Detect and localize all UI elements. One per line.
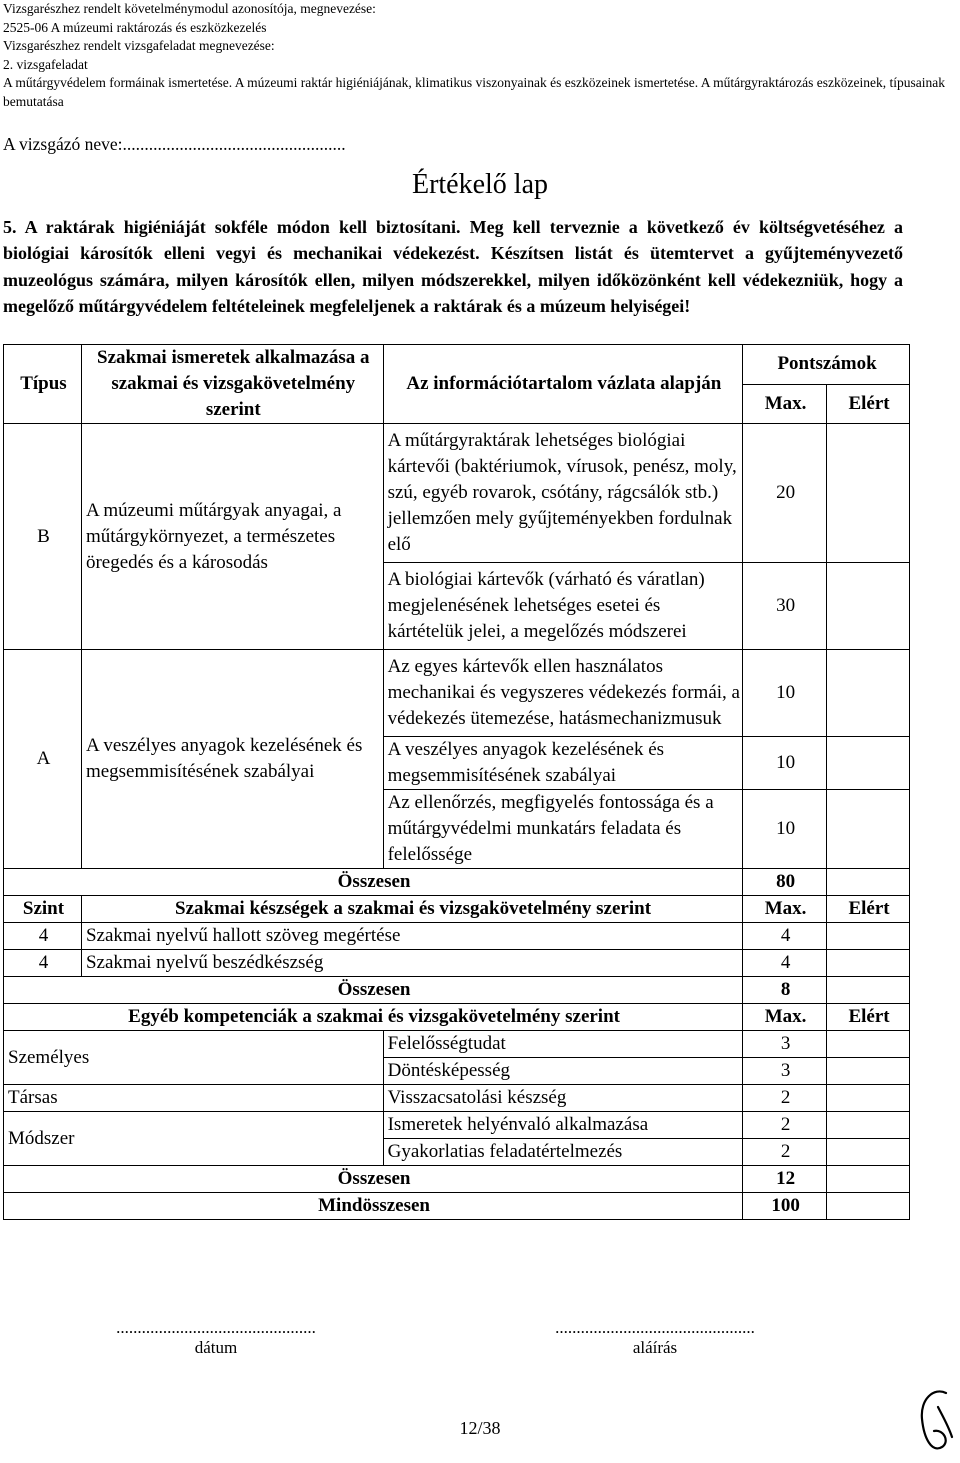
- outline-item: A műtárgyraktárak lehetséges biológiai kártevői (baktériumok, vírusok, penész, moly, szú, egyéb rovarok, csótány, rágcsálók stb.) jellemzően mely gyűjteményekben fordulnak elő: [383, 424, 743, 563]
- outline-item: Az egyes kártevők ellen használatos mechanikai és vegyszeres védekezés formái, a védekezés ütemezése, hatásmechanizmusuk: [383, 650, 743, 737]
- task-description: 5. A raktárak higiéniáját sokféle módon kell biztosítani. Meg kell terveznie a következő év költségvetéséhez a biológiai károsítók elleni vegyi és mechanikai védekezést. Készítsen listát és ütemtervet a gyűjteményvezető muzeológus számára, milyen károsítók ellen, milyen módszerekkel, milyen időközönként kell védekezniük, hogy a megelőző műtárgyvédelem feltételeinek megfeleljenek a raktárak és a múzeum helyiségei!: [3, 217, 903, 316]
- subtotal-achieved-input[interactable]: [827, 977, 910, 1004]
- header-line-5: A műtárgyvédelem formáinak ismertetése. A múzeumi raktár higiéniájának, klimatikus viszonyainak és eszközeinek ismertetése. A műtárgyraktározás eszközeinek, típusainak bemutatása: [3, 75, 945, 109]
- achieved-points-input[interactable]: [827, 1139, 910, 1166]
- max-points: 3: [743, 1031, 827, 1058]
- max-points: 20: [743, 424, 827, 563]
- max-points: 2: [743, 1112, 827, 1139]
- max-points: 2: [743, 1139, 827, 1166]
- signature-line: ...............................................: [555, 1318, 755, 1337]
- skill-level: 4: [4, 950, 82, 977]
- subtotal-achieved-input[interactable]: [827, 1166, 910, 1193]
- competency-text: Gyakorlatias feladatértelmezés: [383, 1139, 743, 1166]
- subtotal-max: 12: [743, 1166, 827, 1193]
- header-outline: Az információtartalom vázlata alapján: [383, 345, 743, 424]
- header-line-1: Vizsgarészhez rendelt követelménymodul azonosítója, megnevezése:: [3, 1, 376, 16]
- subtotal-label: Összesen: [4, 977, 743, 1004]
- skill-text: Szakmai nyelvű hallott szöveg megértése: [81, 923, 742, 950]
- max-points: 4: [743, 950, 827, 977]
- group-b-type: B: [4, 424, 82, 650]
- achieved-points-input[interactable]: [827, 1058, 910, 1085]
- achieved-points-input[interactable]: [827, 1085, 910, 1112]
- max-points: 10: [743, 650, 827, 737]
- signature-label: aláírás: [632, 1338, 678, 1357]
- evaluation-table: [3, 344, 910, 1220]
- document-header: [3, 0, 953, 112]
- header-max: Max.: [743, 1004, 827, 1031]
- subtotal-label: Összesen: [4, 1166, 743, 1193]
- achieved-points-input[interactable]: [827, 737, 910, 790]
- personal-label: Személyes: [4, 1031, 384, 1085]
- skill-text: Szakmai nyelvű beszédkészség: [81, 950, 742, 977]
- header-line-2: 2525-06 A múzeumi raktározás és eszközkezelés: [3, 19, 267, 35]
- signature-field[interactable]: [525, 1318, 785, 1358]
- competency-text: Döntésképesség: [383, 1058, 743, 1085]
- examinee-name-field: A vizsgázó neve:...................................................: [3, 134, 346, 154]
- header-knowledge: Szakmai ismeretek alkalmazása a szakmai és vizsgakövetelmény szerint: [81, 345, 383, 424]
- achieved-points-input[interactable]: [827, 790, 910, 869]
- group-b-knowledge: A múzeumi műtárgyak anyagai, a műtárgykörnyezet, a természetes öregedés és a károsodás: [81, 424, 383, 650]
- achieved-points-input[interactable]: [827, 950, 910, 977]
- page-number: 12/38: [459, 1418, 501, 1438]
- group-a-knowledge: A veszélyes anyagok kezelésének és megsemmisítésének szabályai: [81, 650, 383, 869]
- max-points: 3: [743, 1058, 827, 1085]
- achieved-points-input[interactable]: [827, 424, 910, 563]
- skills-header-title: Szakmai készségek a szakmai és vizsgakövetelmény szerint: [81, 896, 742, 923]
- page-title: Értékelő lap: [411, 169, 549, 200]
- achieved-points-input[interactable]: [827, 1031, 910, 1058]
- header-type: Típus: [4, 345, 82, 424]
- subtotal-achieved-input[interactable]: [827, 869, 910, 896]
- achieved-points-input[interactable]: [827, 1112, 910, 1139]
- max-points: 4: [743, 923, 827, 950]
- social-label: Társas: [4, 1085, 384, 1112]
- achieved-points-input[interactable]: [827, 650, 910, 737]
- header-line-3: Vizsgarészhez rendelt vizsgafeladat megnevezése:: [3, 38, 275, 54]
- date-label: dátum: [194, 1338, 238, 1357]
- outline-item: A veszélyes anyagok kezelésének és megsemmisítésének szabályai: [383, 737, 743, 790]
- subtotal-max: 80: [743, 869, 827, 896]
- subtotal-max: 8: [743, 977, 827, 1004]
- skill-level: 4: [4, 923, 82, 950]
- max-points: 10: [743, 790, 827, 869]
- achieved-points-input[interactable]: [827, 563, 910, 650]
- subtotal-label: Összesen: [4, 869, 743, 896]
- grand-total-achieved-input[interactable]: [827, 1193, 910, 1220]
- outline-item: Az ellenőrzés, megfigyelés fontossága és a műtárgyvédelmi munkatárs feladata és felelőssége: [383, 790, 743, 869]
- other-competencies-title: Egyéb kompetenciák a szakmai és vizsgakövetelmény szerint: [4, 1004, 743, 1031]
- header-points: Pontszámok: [743, 345, 910, 385]
- header-line-4: 2. vizsgafeladat: [3, 56, 88, 72]
- competency-text: Visszacsatolási készség: [383, 1085, 743, 1112]
- competency-text: Felelősségtudat: [383, 1031, 743, 1058]
- method-label: Módszer: [4, 1112, 384, 1166]
- date-field[interactable]: [86, 1318, 346, 1358]
- outline-item: A biológiai kártevők (várható és váratlan) megjelenésének lehetséges esetei és kártételük jelei, a megelőzés módszerei: [383, 563, 743, 650]
- header-max: Max.: [743, 384, 827, 424]
- header-max: Max.: [743, 896, 827, 923]
- date-line: ...............................................: [116, 1318, 316, 1337]
- competency-text: Ismeretek helyénvaló alkalmazása: [383, 1112, 743, 1139]
- header-achieved: Elért: [827, 1004, 910, 1031]
- header-achieved: Elért: [827, 384, 910, 424]
- grand-total-label: Mindösszesen: [4, 1193, 743, 1220]
- grand-total-max: 100: [743, 1193, 827, 1220]
- max-points: 30: [743, 563, 827, 650]
- achieved-points-input[interactable]: [827, 923, 910, 950]
- group-a-type: A: [4, 650, 82, 869]
- max-points: 2: [743, 1085, 827, 1112]
- skills-header-level: Szint: [4, 896, 82, 923]
- header-achieved: Elért: [827, 896, 910, 923]
- max-points: 10: [743, 737, 827, 790]
